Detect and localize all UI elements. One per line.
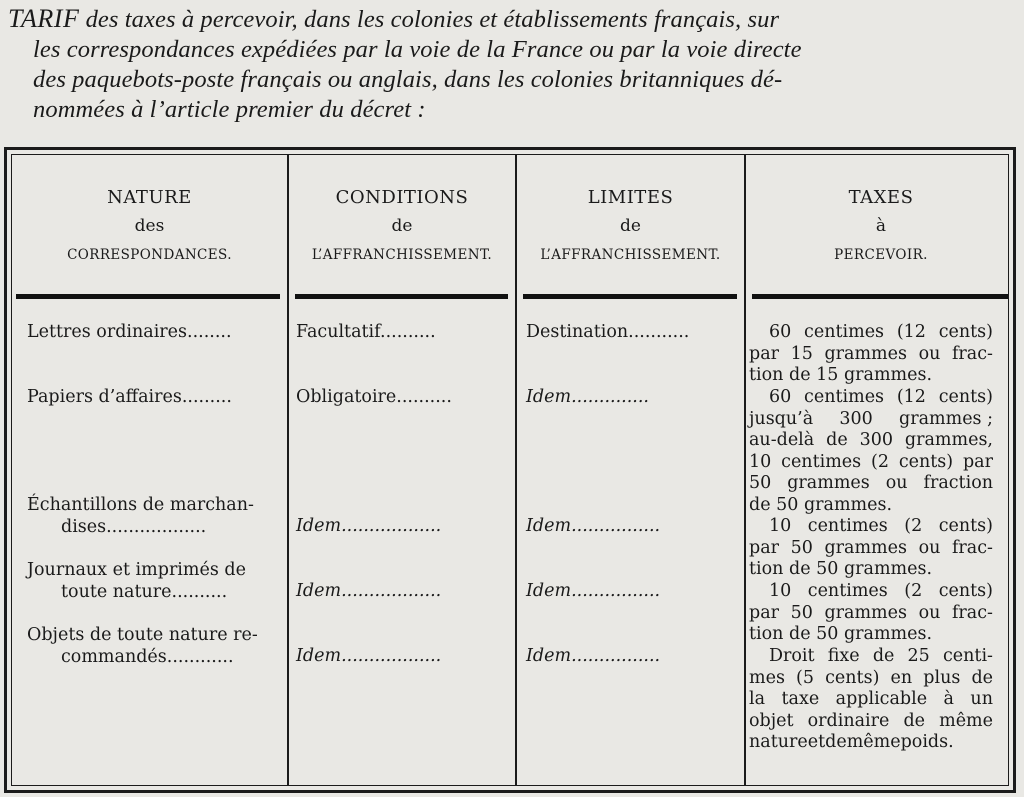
tax-line	[749, 409, 993, 431]
tax-word: par	[749, 343, 780, 364]
tax-word: (5	[796, 667, 815, 688]
tax-line	[749, 538, 993, 560]
tax-word: et	[807, 732, 826, 752]
tax-word: poids.	[900, 732, 954, 752]
tax-word: grammes ;	[899, 408, 993, 429]
tax-word: un	[970, 689, 993, 709]
limite-objets: Idem................	[526, 646, 661, 666]
tax-word: de 50 grammes.	[749, 494, 893, 515]
tax-word: 50	[790, 602, 813, 623]
tax-word: la	[749, 689, 766, 709]
nature-echantillons: Échantillons de marchan- dises..................	[27, 495, 254, 537]
tax-line	[749, 559, 993, 581]
title-line-1: TARIF des taxes à percevoir, dans les colonies et établissements français, sur	[8, 4, 780, 33]
tax-word: de	[971, 667, 993, 688]
tax-word: ou	[918, 537, 941, 558]
tax-word: 10	[769, 516, 792, 536]
tax-word: centimes	[781, 451, 862, 472]
tax-word: 50	[790, 537, 813, 558]
tax-word: 60	[769, 387, 792, 407]
tax-word: cents)	[825, 667, 880, 688]
limite-echantillons: Idem................	[526, 516, 661, 536]
limite-journaux: Idem................	[526, 581, 661, 601]
taxe-journaux	[749, 581, 993, 646]
limite-lettres: Destination...........	[526, 322, 690, 342]
tax-word: tion de 50 grammes.	[749, 624, 933, 644]
tax-word: cents)	[938, 581, 993, 601]
condition-journaux: Idem..................	[296, 581, 442, 601]
tarif-title	[8, 4, 1012, 125]
header-nature: NATURE des CORRESPONDANCES.	[67, 187, 232, 263]
tax-word: ordinaire	[807, 710, 890, 731]
tax-word: nature	[749, 732, 808, 752]
nature-lettres: Lettres ordinaires........	[27, 322, 232, 342]
tax-word: cents)	[938, 387, 993, 407]
tax-word: (12	[896, 387, 926, 407]
tax-line	[749, 430, 993, 452]
title-lead-word: TARIF	[8, 4, 80, 33]
tax-line	[749, 387, 993, 409]
tax-word: tion de 15 grammes.	[749, 365, 933, 385]
tax-word: de	[872, 646, 895, 666]
tax-line	[749, 732, 993, 754]
tax-word: centi-	[943, 646, 993, 666]
condition-echantillons: Idem..................	[296, 516, 442, 536]
tax-word: objet	[749, 710, 794, 731]
tax-word: grammes	[824, 343, 907, 364]
tax-line	[749, 452, 993, 474]
tax-word: (2	[904, 516, 923, 536]
tax-line	[749, 668, 993, 690]
tax-line	[749, 646, 993, 668]
tax-line	[749, 322, 993, 344]
tax-word: fraction	[923, 473, 993, 493]
condition-lettres: Facultatif..........	[296, 322, 436, 342]
tax-line	[749, 624, 993, 646]
tax-word: cents)	[938, 516, 993, 536]
header-rule-2	[295, 294, 508, 299]
header-rule-3	[523, 294, 737, 299]
tax-word: fixe	[827, 646, 860, 666]
title-line-2: les correspondances expédiées par la voie de la France ou par la voie directe	[33, 36, 802, 63]
tax-word: de	[826, 430, 848, 450]
tax-word: 50	[749, 473, 772, 493]
limite-papiers: Idem..............	[526, 387, 649, 407]
nature-objets: Objets de toute nature re- commandés............	[27, 625, 258, 667]
tax-line	[749, 603, 993, 625]
tax-word: (2	[871, 451, 889, 472]
tax-word: par	[749, 602, 780, 623]
tax-word: frac-	[951, 602, 993, 623]
tax-word: à	[943, 689, 954, 709]
tax-word: de	[825, 732, 847, 752]
tax-line	[749, 689, 993, 711]
tax-word: grammes	[824, 537, 907, 558]
tax-word: 25	[907, 646, 930, 666]
tax-line	[749, 344, 993, 366]
tax-word: centimes	[807, 581, 888, 601]
header-taxes: TAXES à PERCEVOIR.	[834, 187, 928, 263]
tax-word: cents)	[938, 322, 993, 342]
tax-line	[749, 473, 993, 495]
tax-word: ou	[918, 343, 941, 364]
tax-word: 10	[749, 451, 772, 472]
tax-word: en	[890, 667, 913, 688]
tax-word: frac-	[951, 343, 993, 364]
taxe-echantillons	[749, 516, 993, 581]
title-line-4: nommées à l’article premier du décret :	[33, 96, 426, 123]
tax-word: même	[939, 710, 993, 731]
tax-word: plus	[923, 667, 961, 688]
tax-word: par	[962, 451, 993, 472]
tax-word: ou	[918, 602, 941, 623]
tax-word: 10	[769, 581, 792, 601]
tax-word: frac-	[951, 537, 993, 558]
tax-word: grammes	[824, 602, 907, 623]
tax-line	[749, 581, 993, 603]
nature-journaux: Journaux et imprimés de toute nature..........	[27, 560, 246, 602]
taxe-objets	[749, 646, 993, 754]
tax-word: grammes,	[904, 430, 993, 450]
tax-word: ou	[885, 473, 908, 493]
tax-word: mes	[749, 667, 785, 688]
tax-word: (12	[896, 322, 926, 342]
tax-word: 300	[839, 408, 873, 429]
tax-word: centimes	[804, 322, 885, 342]
tax-word: 300	[859, 430, 893, 450]
tax-word: même	[846, 732, 901, 752]
tax-line	[749, 365, 993, 387]
taxe-lettres	[749, 322, 993, 387]
tax-line	[749, 516, 993, 538]
condition-papiers: Obligatoire..........	[296, 387, 452, 407]
condition-objets: Idem..................	[296, 646, 442, 666]
tax-word: centimes	[807, 516, 888, 536]
tax-line	[749, 495, 993, 517]
tax-word: jusqu’à	[749, 408, 814, 429]
header-conditions: CONDITIONS de L’AFFRANCHISSEMENT.	[311, 187, 493, 263]
tax-word: centimes	[804, 387, 885, 407]
tax-line	[749, 711, 993, 733]
tax-word: 15	[790, 343, 813, 364]
tax-word: de	[903, 710, 926, 731]
tax-word: 60	[769, 322, 792, 342]
tax-word: applicable	[835, 689, 928, 709]
tax-word: cents)	[898, 451, 954, 472]
tax-word: Droit	[769, 646, 815, 666]
header-rule-4	[752, 294, 1008, 299]
tax-word: grammes	[787, 473, 870, 493]
header-limites: LIMITES de L’AFFRANCHISSEMENT.	[540, 187, 721, 263]
tax-word: taxe	[781, 689, 820, 709]
tax-word: (2	[904, 581, 923, 601]
taxe-papiers	[749, 387, 993, 516]
tax-word: tion de 50 grammes.	[749, 559, 933, 579]
tax-word: au-delà	[749, 430, 815, 450]
title-line-3: des paquebots-poste français ou anglais, dans les colonies britanniques dé-	[33, 66, 783, 93]
header-rule-1	[16, 294, 280, 299]
tax-word: par	[749, 537, 780, 558]
nature-papiers: Papiers d’affaires.........	[27, 387, 232, 407]
